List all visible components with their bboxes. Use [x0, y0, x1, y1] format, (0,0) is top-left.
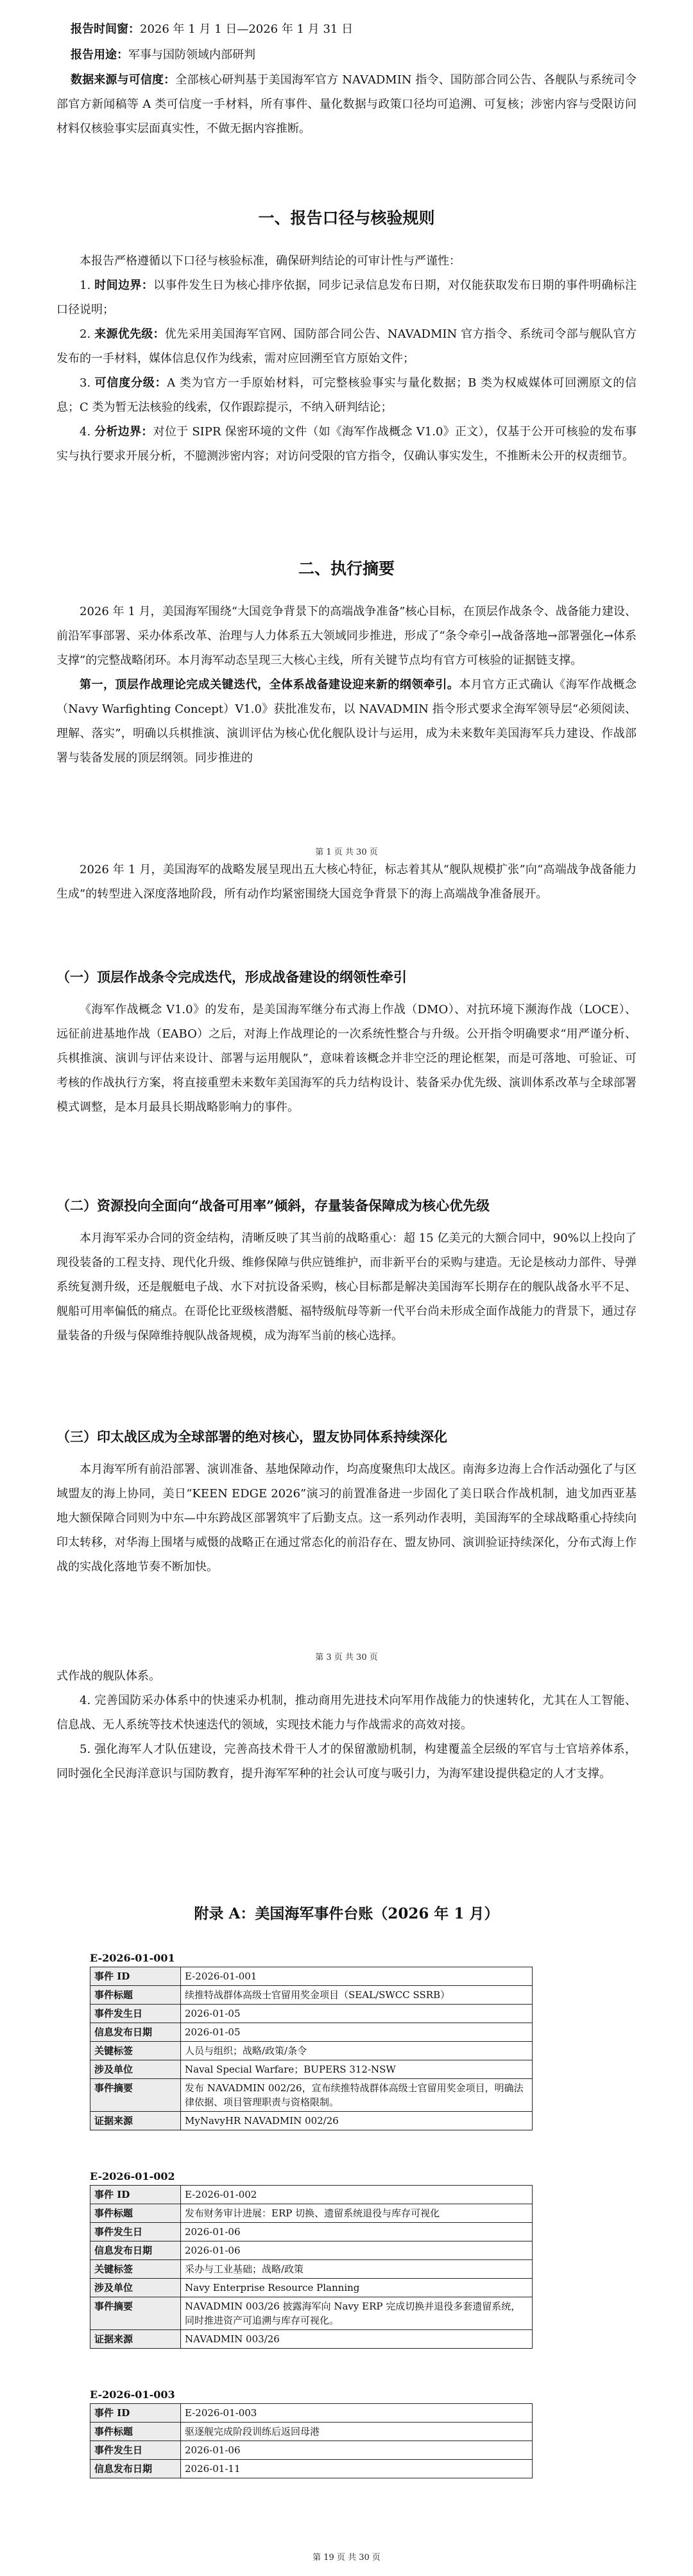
feature-1-text: 《海军作战概念 V1.0》的发布，是美国海军继分布式海上作战（DMO）、对抗环境下濒海作战（LOCE）、远征前进基地作战（EABO）之后，对海上作战理论的一次系统性整合与升级。公开指令明确要求“用严谨分析、兵棋推演、演训与评估来设计、部署与运用舰队”，意味着该概念并非空泛的理论框架，而是可落地、可验证、可考核的作战执行方案，将直接重塑未来数年美国海军的兵力结构设计、装备采办优先级、演训体系改革与全球部署模式调整，是本月最具长期战略影响力的事件。 [56, 1003, 637, 1114]
table-row: 事件发生日 2026-01-06 [90, 2441, 533, 2460]
table-row: 信息发布日期 2026-01-05 [90, 2023, 533, 2042]
continuation-text: 式作战的舰队体系。 [56, 1669, 160, 1683]
section2-title: 二、执行摘要 [298, 559, 395, 578]
event-table-1 [90, 1967, 533, 2130]
appendix-title-wrap [0, 1902, 693, 1923]
feature-1 [0, 967, 693, 1120]
event-id-heading: E-2026-01-002 [90, 2170, 175, 2182]
feature-2-title: （二）资源投向全面向“战备可用率”倾斜，存量装备保障成为核心优先级 [56, 1197, 490, 1214]
table-row: 事件发生日 2026-01-05 [90, 2005, 533, 2023]
page-footer-3: 第 3 页 共 30 页 [315, 1653, 378, 1662]
rule-2: 2. 来源优先级：优先采用美国海军官网、国防部合同公告、NAVADMIN 官方指令、系统司令部与舰队官方发布的一手材料，媒体信息仅作为线索，需对应回溯至官方原始文件； [56, 327, 637, 365]
page-footer-19: 第 19 页 共 30 页 [312, 2553, 381, 2563]
table-row: 事件摘要 发布 NAVADMIN 002/26，宣布续推特战群体高级士官留用奖金项目，明确法律依据、项目管理职责与资格限制。 [90, 2079, 533, 2112]
table-row: 关键标签 采办与工业基础；战略/政策 [90, 2260, 533, 2279]
section2-title-wrap [0, 556, 693, 579]
feature-2-text: 本月海军采办合同的资金结构，清晰反映了其当前的战略重心：超 15 亿美元的大额合同中，90%以上投向了现役装备的工程支持、现代化升级、维修保障与供应链维护，而非新平台的采购与建造。无论是核动力部件、导弹系统复测升级，还是舰艇电子战、水下对抗设备采购，核心目标都是解决美国海军长期存在的舰队战备水平不足、舰船可用率偏低的痛点。在哥伦比亚级核潜艇、福特级航母等新一代平台尚未形成全面作战能力的背景下，通过存量装备的升级与保障维持舰队战备规模，成为海军当前的核心选择。 [56, 1231, 637, 1343]
section1-body [0, 249, 693, 469]
page2-body [0, 858, 693, 907]
summary-paragraph-2: 第一，顶层作战理论完成关键迭代，全体系战备建设迎来新的纲领牵引。本月官方正式确认《海军作战概念（Navy Warfighting Concept）V1.0》获批准发布，以 NAVADMIN 指令形式要求全海军领导层“必须阅读、理解、落实”，明确以兵棋推演、演训评估为核心优化舰队设计与运用，成为未来数年美国海军兵力建设、作战部署与装备发展的顶层纲领。同步推进的 [56, 678, 637, 765]
table-row: 涉及单位 Navy Enterprise Resource Planning [90, 2279, 533, 2297]
table-row: 信息发布日期 2026-01-11 [90, 2460, 533, 2478]
feature-2 [0, 1196, 693, 1348]
feature-1-title: （一）顶层作战条令完成迭代，形成战备建设的纲领性牵引 [56, 969, 407, 985]
report-meta [0, 17, 693, 141]
table-row: 事件发生日 2026-01-06 [90, 2223, 533, 2241]
event-block-2 [0, 2170, 693, 2349]
section1-title-wrap [0, 205, 693, 229]
meta-source: 数据来源与可信度：全部核心研判基于美国海军官方 NAVADMIN 指令、国防部合同公告、各舰队与系统司令部官方新闻稿等 A 类可信度一手材料，所有事件、量化数据与政策口径均可追溯、可复核；涉密内容与受限访问材料仅核验事实层面真实性，不做无据内容推断。 [56, 73, 637, 135]
table-row: 信息发布日期 2026-01-06 [90, 2241, 533, 2260]
table-row: 事件 ID E-2026-01-002 [90, 2186, 533, 2204]
feature-3-title: （三）印太战区成为全球部署的绝对核心，盟友协同体系持续深化 [56, 1429, 447, 1445]
features-intro: 2026 年 1 月，美国海军的战略发展呈现出五大核心特征，标志着其从“舰队规模扩张”向“高端战争战备能力生成”的转型进入深度落地阶段，所有动作均紧密围绕大国竞争背景下的海上高端战争准备展开。 [56, 863, 637, 901]
table-row: 事件 ID E-2026-01-001 [90, 1967, 533, 1986]
table-row: 事件标题 续推特战群体高级士官留用奖金项目（SEAL/SWCC SSRB） [90, 1986, 533, 2005]
section1-title: 一、报告口径与核验规则 [258, 209, 435, 227]
table-row: 事件标题 驱逐舰完成阶段训练后返回母港 [90, 2423, 533, 2441]
table-row: 证据来源 NAVADMIN 003/26 [90, 2330, 533, 2349]
recommendation-5: 5. 强化海军人才队伍建设，完善高技术骨干人才的保留激励机制，构建覆盖全层级的军官与士官培养体系，同时强化全民海洋意识与国防教育，提升海军军种的社会认可度与吸引力，为海军建设提供稳定的人才支撑。 [56, 1743, 637, 1780]
table-row: 证据来源 MyNavyHR NAVADMIN 002/26 [90, 2112, 533, 2130]
table-row: 关键标签 人员与组织；战略/政策/条令 [90, 2042, 533, 2060]
appendix-title: 附录 A：美国海军事件台账（2026 年 1 月） [194, 1905, 499, 1922]
rule-3: 3. 可信度分级：A 类为官方一手原始材料，可完整核验事实与量化数据；B 类为权威媒体可回溯原文的信息；C 类为暂无法核验的线索，仅作跟踪提示，不纳入研判结论； [56, 376, 637, 414]
table-row: 涉及单位 Naval Special Warfare；BUPERS 312-NSW [90, 2060, 533, 2079]
event-block-3 [0, 2389, 693, 2478]
recommendation-4: 4. 完善国防采办体系中的快速采办机制，推动商用先进技术向军用作战能力的快速转化，尤其在人工智能、信息战、无人系统等技术快速迭代的领域，实现技术能力与作战需求的高效对接。 [56, 1694, 637, 1732]
summary-paragraph-1: 2026 年 1 月，美国海军围绕“大国竞争背景下的高端战争准备”核心目标，在顶层作战条令、战备能力建设、前沿军事部署、采办体系改革、治理与人力体系五大领域同步推进，形成了“条令牵引→战备落地→部署强化→体系支撑”的完整战略闭环。本月海军动态呈现三大核心主线，所有关键节点均有官方可核验的证据链支撑。 [56, 605, 637, 667]
table-row: 事件标题 发布财务审计进展：ERP 切换、遗留系统退役与库存可视化 [90, 2204, 533, 2223]
meta-usage: 报告用途：军事与国防领域内部研判 [71, 48, 255, 62]
table-row: 事件 ID E-2026-01-003 [90, 2404, 533, 2423]
feature-3 [0, 1427, 693, 1580]
page-footer-1: 第 1 页 共 30 页 [315, 848, 378, 857]
event-table-3 [90, 2403, 533, 2478]
feature-3-text: 本月海军所有前沿部署、演训准备、基地保障动作，均高度聚焦印太战区。南海多边海上合作活动强化了与区域盟友的海上协同，美日“KEEN EDGE 2026”演习的前置准备进一步固化了美日联合作战机制，迪戈加西亚基地大额保障合同则为中东—中东跨战区部署筑牢了后勤支点。这一系列动作表明，美国海军的全球战略重心持续向印太转移，对华海上围堵与威慑的战略正在通过常态化的前沿存在、盟友协同、演训验证持续深化，分布式海上作战的实战化落地节奏不断加快。 [56, 1463, 637, 1574]
event-id-heading: E-2026-01-001 [90, 1952, 175, 1964]
rule-1: 1. 时间边界：以事件发生日为核心排序依据，同步记录信息发布日期，对仅能获取发布日期的事件明确标注口径说明； [56, 279, 637, 317]
event-table-2 [90, 2185, 533, 2349]
section2-body [0, 600, 693, 770]
table-row: 事件摘要 NAVADMIN 003/26 披露海军向 Navy ERP 完成切换并退役多套遗留系统，同时推进资产可追溯与库存可视化。 [90, 2297, 533, 2330]
section1-intro: 本报告严格遵循以下口径与核验标准，确保研判结论的可审计性与严谨性： [80, 254, 461, 268]
event-block-1 [0, 1952, 693, 2130]
rule-4: 4. 分析边界：对位于 SIPR 保密环境的文件（如《海军作战概念 V1.0》正文），仅基于公开可核验的发布事实与执行要求开展分析，不臆测涉密内容；对访问受限的官方指令，仅确认事实发生，不推断未公开的权责细节。 [56, 425, 637, 463]
page3-body [0, 1664, 693, 1786]
meta-period: 报告时间窗：2026 年 1 月 1 日—2026 年 1 月 31 日 [71, 22, 354, 36]
event-id-heading: E-2026-01-003 [90, 2389, 175, 2401]
